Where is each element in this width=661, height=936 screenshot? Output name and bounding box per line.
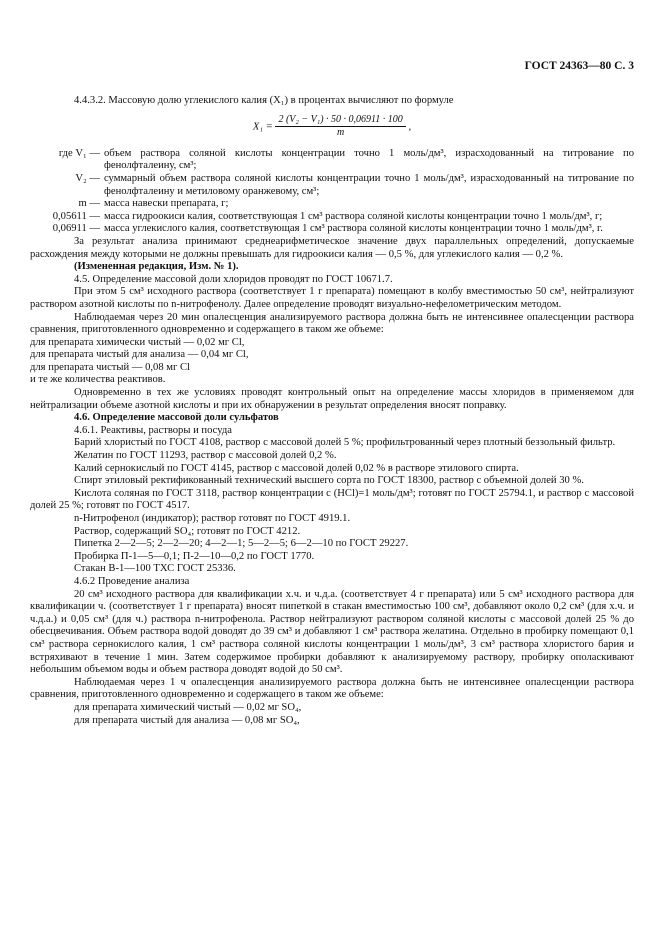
definition-term: где V₁ — <box>58 147 100 159</box>
formula-numerator: 2 (V₂ − V₁) · 50 · 0,06911 · 100 <box>275 114 405 128</box>
definition-term: V₂ — <box>75 172 100 184</box>
list-item: для препарата химически чистый — 0,02 мг Cl, <box>30 336 245 348</box>
formula-denominator: m <box>337 127 345 139</box>
page-header: ГОСТ 24363—80 С. 3 <box>524 60 634 72</box>
paragraph: Наблюдаемая через 1 ч опалесценция анализируемого раствора должна быть не интенсивнее опалесценции раствора сравнения, приготовленного одновременно и содержащего в таком же объеме: <box>30 676 634 701</box>
paragraph: n-Нитрофенол (индикатор); раствор готовят по ГОСТ 4919.1. <box>74 513 351 524</box>
paragraph: Стакан В-1—100 ТХС ГОСТ 25336. <box>74 563 236 575</box>
definition-item <box>30 173 634 198</box>
definition-term: m — <box>78 198 100 210</box>
document-body <box>30 95 634 727</box>
definition-item <box>30 223 634 236</box>
paragraph: Спирт этиловый ректификованный технический высшего сорта по ГОСТ 18300, раствор с объемной долей 30 %. <box>74 475 584 487</box>
definition-term: 0,05611 — <box>52 210 100 222</box>
definition-text: масса гидроокиси калия, соответствующая 1 см³ раствора соляной кислоты концентрации точно 1 моль/дм³, г; <box>104 210 603 222</box>
paragraph: Кислота соляная по ГОСТ 3118, раствор концентрации c (HCl)=1 моль/дм³; готовят по ГОСТ 25794.1, и раствор с массовой долей 25 %; готовят по ГОСТ 4517. <box>30 487 634 512</box>
paragraph: Раствор, содержащий SO₄; готовят по ГОСТ 4212. <box>74 525 301 537</box>
formula-fraction <box>275 114 405 140</box>
definition-term: 0,06911 — <box>52 223 100 235</box>
formula-tail: , <box>408 121 412 133</box>
paragraph: Наблюдаемая через 20 мин опалесценция анализируемого раствора должна быть не интенсивнее опалесценции раствора сравнения, приготовленного одновременно и содержащего в таком же объеме: <box>30 311 634 336</box>
section-heading: 4.6. Определение массовой доли сульфатов <box>74 412 279 424</box>
definition-text: суммарный объем раствора соляной кислоты концентрации точно 1 моль/дм³, израсходованный на титрование по фенолфталеину и метиловому оранжевому, см³; <box>104 172 634 197</box>
list-item: для препарата химический чистый — 0,02 мг SO₄, <box>74 701 302 713</box>
definition-item <box>30 211 634 224</box>
definition-text: масса навески препарата, г; <box>104 198 229 210</box>
list-item: для препарата чистый для анализа — 0,08 мг SO₄, <box>74 714 300 726</box>
definition-item <box>30 198 634 211</box>
definition-text: объем раствора соляной кислоты концентрации точно 1 моль/дм³, израсходованный на титрование по фенолфталеину, см³; <box>104 147 634 172</box>
paragraph: Пробирка П-1—5—0,1; П-2—10—0,2 по ГОСТ 1770. <box>74 550 315 562</box>
formula <box>30 114 634 140</box>
revision-note: (Измененная редакция, Изм. № 1). <box>74 261 239 273</box>
paragraph: 20 см³ исходного раствора для квалификации х.ч. и ч.д.а. (соответствует 4 г препарата) или 5 см³ исходного раствора для квалификации ч. (соответствует 1 г препарата) вносят пипеткой в стакан вместимостью 100 см³, добавляют около 0,2 см³ (для х.ч. и ч.д.а.) и 0,05 см³ (для ч.) раствора n-нитрофенола. Раствор нейтрализуют раствором соляной кислоты с массовой долей 25 % до обесцвечивания. Объем раствора водой доводят до 39 см³ и добавляют 1 см³ раствора желатина. Отдельно в пробирку помещают 0,1 см³ раствора сернокислого калия, 1 см³ раствора соляной кислоты концентрации 1 моль/дм³, 3 см³ раствора хлористого бария и встряхивают в течение 1 мин. Затем содержимое пробирки добавляют к анализируемому раствору, пробирку ополаскивают небольшим объемом воды и объем раствора доводят водой до 50 см³. <box>30 588 634 676</box>
paragraph: При этом 5 см³ исходного раствора (соответствует 1 г препарата) помещают в колбу вместимостью 50 см³, нейтрализуют раствором азотной кислоты по n-нитрофенолу. Далее определение проводят визуально-нефелометрическим методом. <box>30 286 634 310</box>
list-item: и те же количества реактивов. <box>30 374 166 386</box>
section-heading: 4.5. Определение массовой доли хлоридов проводят по ГОСТ 10671.7. <box>74 273 393 285</box>
paragraph: Калий сернокислый по ГОСТ 4145, раствор с массовой долей 0,02 % в растворе этилового спирта. <box>74 462 519 474</box>
paragraph: Барий хлористый по ГОСТ 4108, раствор с массовой долей 5 %; профильтрованный через плотный беззольный фильтр. <box>74 437 616 449</box>
list-item: для препарата чистый для анализа — 0,04 мг Cl, <box>30 349 249 361</box>
definition-text: масса углекислого калия, соответствующая 1 см³ раствора соляной кислоты концентрации точно 1 моль/дм³, г. <box>104 223 603 235</box>
definition-item <box>30 148 634 173</box>
paragraph: За результат анализа принимают среднеарифметическое значение двух параллельных определений, допускаемые расхождения между которыми не должны превышать для гидроокиси калия — 0,5 %, для углекислого калия — 0,2 %. <box>30 235 634 260</box>
formula-lhs: X₁ = <box>252 121 273 133</box>
definition-list <box>30 148 634 236</box>
subsection-heading: 4.6.2 Проведение анализа <box>74 575 190 587</box>
paragraph: Пипетка 2—2—5; 2—2—20; 4—2—1; 5—2—5; 6—2—10 по ГОСТ 29227. <box>74 538 409 550</box>
subsection-heading: 4.6.1. Реактивы, растворы и посуда <box>74 424 232 436</box>
formula-intro: 4.4.3.2. Массовую долю углекислого калия (X₁) в процентах вычисляют по формуле <box>74 95 454 106</box>
list-item: для препарата чистый — 0,08 мг Cl <box>30 361 190 373</box>
paragraph: Желатин по ГОСТ 11293, раствор с массовой долей 0,2 %. <box>74 450 337 462</box>
paragraph: Одновременно в тех же условиях проводят контрольный опыт на определение массы хлоридов в применяемом для нейтрализации объеме азотной кислоты и при их обнаружении в результат определения вносят поправку. <box>30 387 634 411</box>
